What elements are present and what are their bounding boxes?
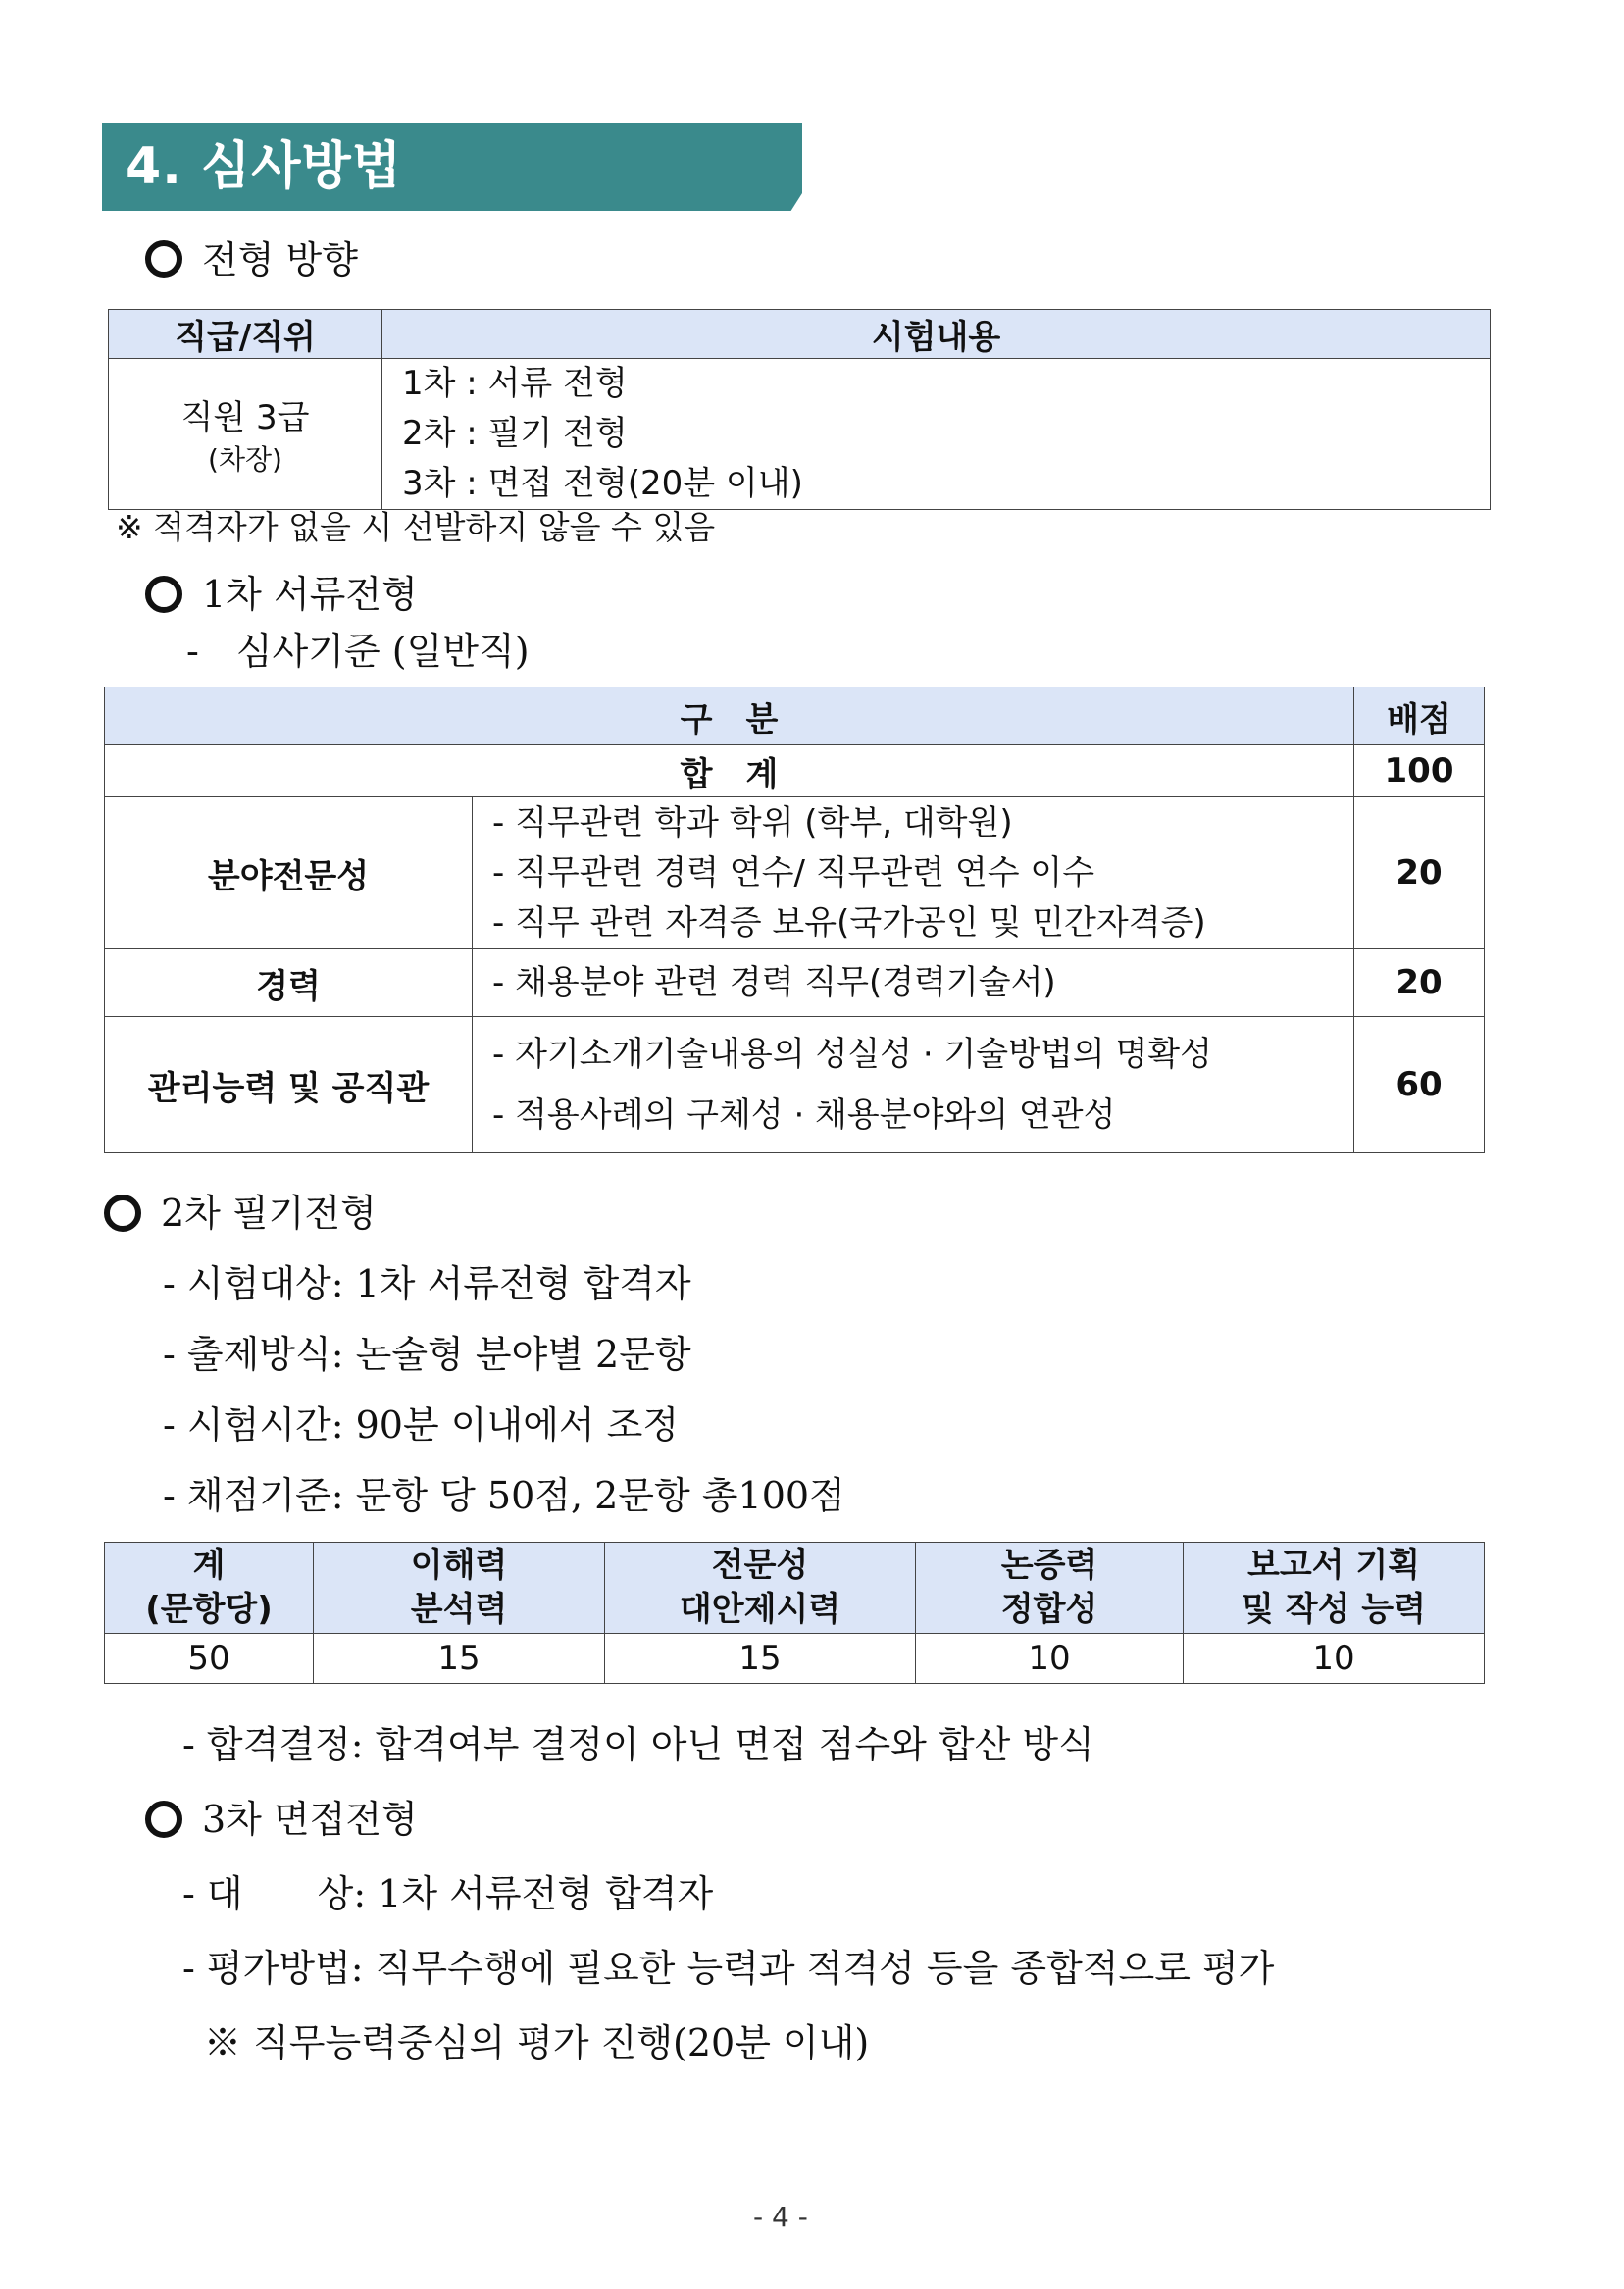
items-cell: [473, 949, 1354, 1017]
table-row: [105, 1634, 1485, 1684]
third-heading: [145, 1789, 418, 1843]
written-score-table: [104, 1542, 1485, 1684]
circle-bullet-icon: [104, 1195, 141, 1232]
value-cell: 50: [105, 1634, 314, 1684]
page-number: - 4 -: [753, 2201, 808, 2233]
criteria-item: - 직무관련 학과 학위 (학부, 대학원): [492, 802, 1013, 842]
header-content: 시험내용: [382, 310, 1491, 359]
position-main: 직원 3급: [180, 398, 310, 437]
table-header-row: [109, 310, 1491, 359]
header-score: 배점: [1354, 687, 1485, 745]
score-cell: 60: [1354, 1017, 1485, 1153]
circle-bullet-icon: [145, 576, 182, 613]
criteria-item: - 직무관련 경력 연수/ 직무관련 연수 이수: [492, 852, 1095, 892]
criteria-item: - 채용분야 관련 경력 직무(경력기술서): [492, 962, 1056, 1002]
second-heading: [104, 1183, 377, 1237]
header-cell: 논증력 정합성: [916, 1543, 1184, 1634]
header-category: 구 분: [105, 687, 1354, 745]
value-cell: 15: [605, 1634, 916, 1684]
circle-bullet-icon: [145, 1801, 182, 1838]
first-criteria-table: [104, 687, 1485, 1153]
overview-note: ※ 적격자가 없을 시 선발하지 않을 수 있음: [116, 508, 716, 546]
second-item: - 시험시간: 90분 이내에서 조정: [163, 1403, 680, 1447]
total-score: 100: [1354, 745, 1485, 797]
step-3: 3차 : 면접 전형(20분 이내): [402, 464, 803, 503]
table-header-row: [105, 1543, 1485, 1634]
criteria-item: - 적용사례의 구체성 · 채용분야와의 연관성: [492, 1095, 1116, 1135]
table-row-total: [105, 745, 1485, 797]
second-item: - 채점기준: 문항 당 50점, 2문항 총100점: [163, 1474, 845, 1517]
first-sub: - 심사기준 (일반직): [186, 630, 530, 673]
second-item: - 시험대상: 1차 서류전형 합격자: [163, 1262, 691, 1305]
header-cell: 계 (문항당): [105, 1543, 314, 1634]
third-item: - 평가방법: 직무수행에 필요한 능력과 적격성 등을 종합적으로 평가: [182, 1947, 1275, 1990]
table-header-row: [105, 687, 1485, 745]
third-heading-text: 3차 면접전형: [202, 1798, 418, 1841]
header-cell: 보고서 기획 및 작성 능력: [1184, 1543, 1485, 1634]
total-label: 합 계: [105, 745, 1354, 797]
value-cell: 15: [314, 1634, 605, 1684]
second-item: - 출제방식: 논술형 분야별 2문항: [163, 1333, 691, 1376]
overview-table: [108, 309, 1491, 510]
items-cell: [473, 1017, 1354, 1153]
category-cell: 분야전문성: [105, 797, 473, 949]
section-title: 4. 심사방법: [126, 137, 402, 196]
overview-heading-text: 전형 방향: [202, 238, 358, 281]
step-1: 1차 : 서류 전형: [402, 364, 628, 403]
header-position: 직급/직위: [109, 310, 382, 359]
table-row: [109, 359, 1491, 510]
score-cell: 20: [1354, 949, 1485, 1017]
steps-cell: [382, 359, 1491, 510]
value-cell: 10: [916, 1634, 1184, 1684]
second-decision: - 합격결정: 합격여부 결정이 아닌 면접 점수와 합산 방식: [182, 1723, 1094, 1766]
criteria-item: - 자기소개기술내용의 성실성 · 기술방법의 명확성: [492, 1035, 1212, 1074]
first-heading-text: 1차 서류전형: [202, 573, 418, 616]
position-sub: (차장): [208, 443, 282, 476]
circle-bullet-icon: [145, 240, 182, 278]
position-cell: [109, 359, 382, 510]
category-cell: 경력: [105, 949, 473, 1017]
step-2: 2차 : 필기 전형: [402, 414, 628, 453]
header-cell: 전문성 대안제시력: [605, 1543, 916, 1634]
overview-heading: [145, 229, 358, 283]
first-heading: [145, 564, 418, 618]
items-cell: [473, 797, 1354, 949]
table-row: [105, 949, 1485, 1017]
second-heading-text: 2차 필기전형: [161, 1192, 377, 1235]
criteria-item: - 직무 관련 자격증 보유(국가공인 및 민간자격증): [492, 902, 1206, 942]
value-cell: 10: [1184, 1634, 1485, 1684]
third-note: ※ 직무능력중심의 평가 진행(20분 이내): [204, 2021, 870, 2064]
table-row: [105, 797, 1485, 949]
header-cell: 이해력 분석력: [314, 1543, 605, 1634]
category-cell: 관리능력 및 공직관: [105, 1017, 473, 1153]
score-cell: 20: [1354, 797, 1485, 949]
third-item: - 대 상: 1차 서류전형 합격자: [182, 1872, 714, 1915]
table-row: [105, 1017, 1485, 1153]
